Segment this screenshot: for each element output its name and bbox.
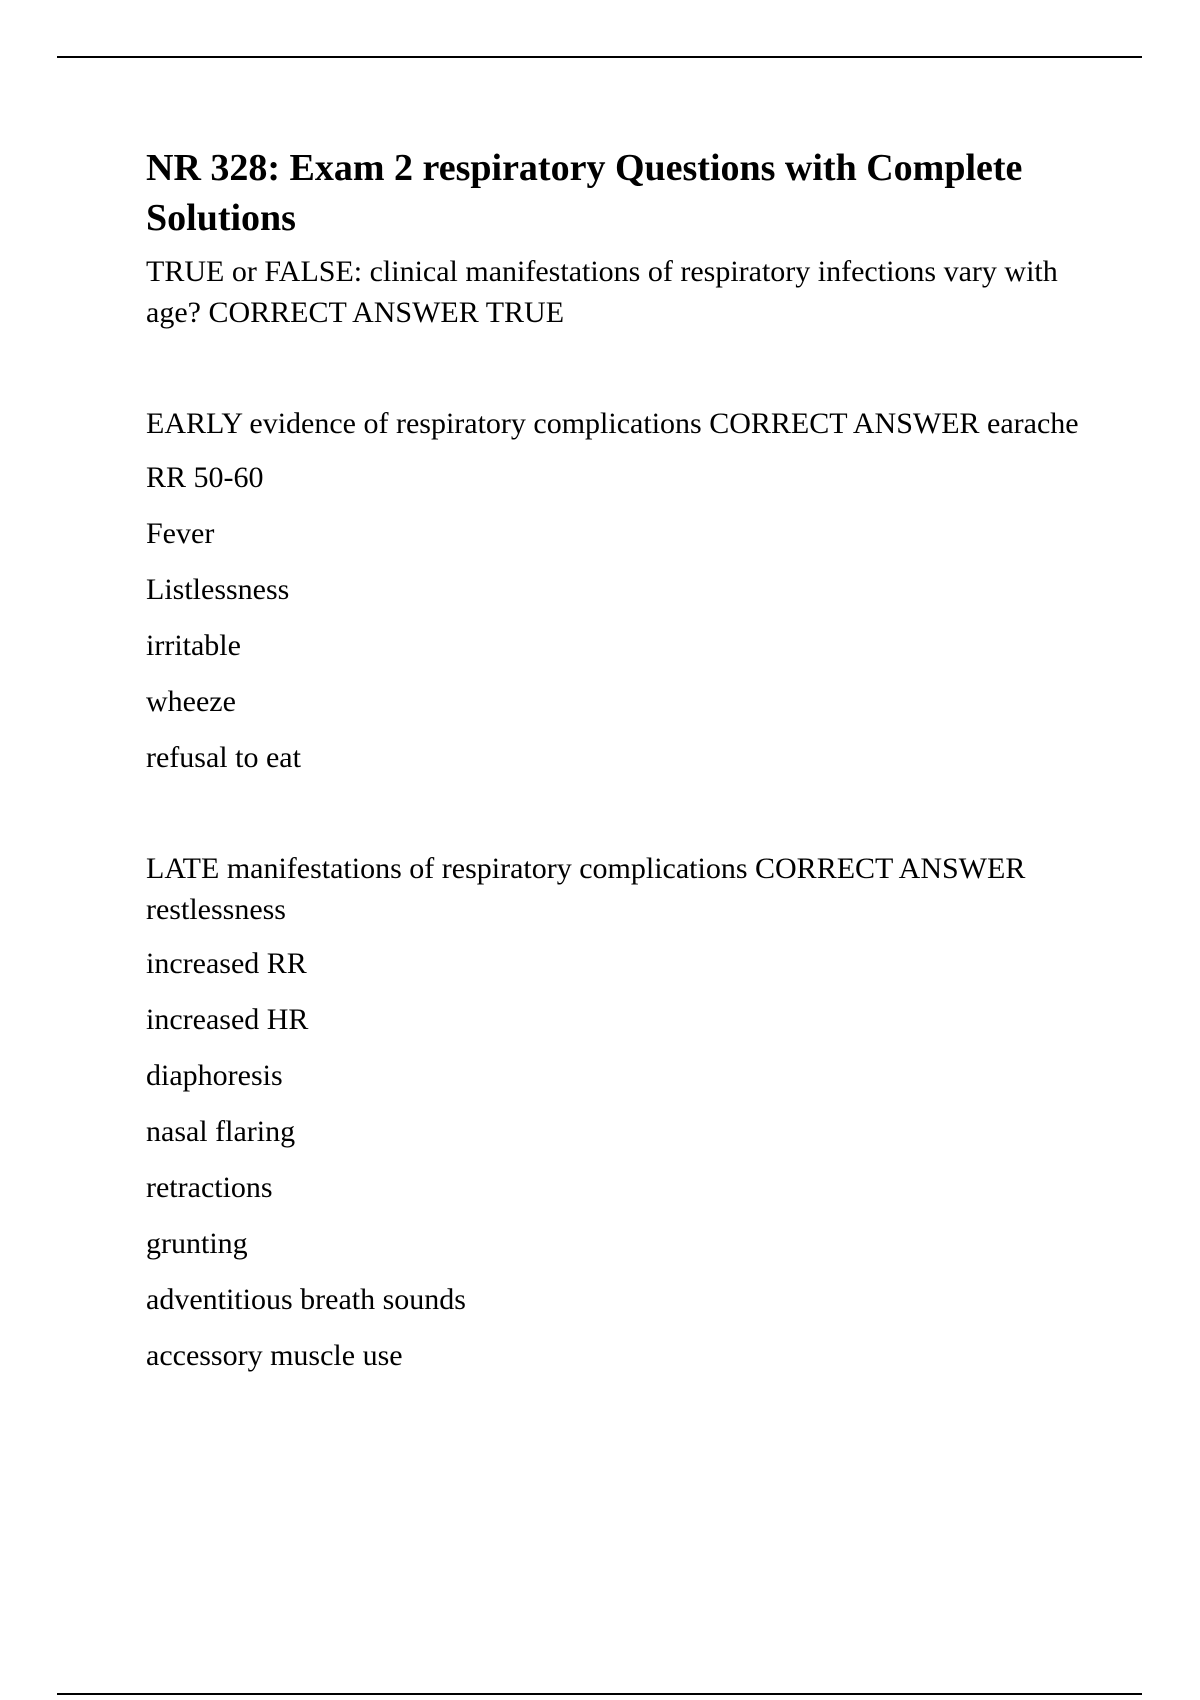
answer-item: nasal flaring — [146, 1115, 296, 1148]
answer-item: refusal to eat — [146, 741, 301, 774]
qa-block-3 — [146, 848, 1086, 1376]
document-body — [146, 143, 1086, 1376]
answer-item: Fever — [146, 517, 215, 550]
bottom-rule — [57, 1693, 1142, 1695]
answer-item: retractions — [146, 1171, 273, 1204]
question-2: EARLY evidence of respiratory complications CORRECT ANSWER earache — [146, 407, 1079, 440]
qa-block-2 — [146, 403, 1086, 778]
answer-item: grunting — [146, 1227, 248, 1260]
answer-item: increased RR — [146, 947, 307, 980]
qa-block-1 — [146, 251, 1086, 333]
question-3: LATE manifestations of respiratory complications CORRECT ANSWER restlessness — [146, 852, 1026, 926]
question-1: TRUE or FALSE: clinical manifestations of respiratory infections vary with age? CORRECT ANSWER TRUE — [146, 255, 1058, 329]
document-title: NR 328: Exam 2 respiratory Questions with Complete Solutions — [146, 147, 1023, 239]
answer-item: diaphoresis — [146, 1059, 283, 1092]
answer-list-3 — [146, 943, 1086, 1376]
answer-item: Listlessness — [146, 573, 290, 606]
answer-item: increased HR — [146, 1003, 309, 1036]
answer-item: irritable — [146, 629, 241, 662]
answer-list-2 — [146, 457, 1086, 778]
answer-item: accessory muscle use — [146, 1339, 403, 1372]
answer-item: wheeze — [146, 685, 236, 718]
answer-item: adventitious breath sounds — [146, 1283, 466, 1316]
top-rule — [57, 56, 1142, 58]
answer-item: RR 50-60 — [146, 461, 264, 494]
